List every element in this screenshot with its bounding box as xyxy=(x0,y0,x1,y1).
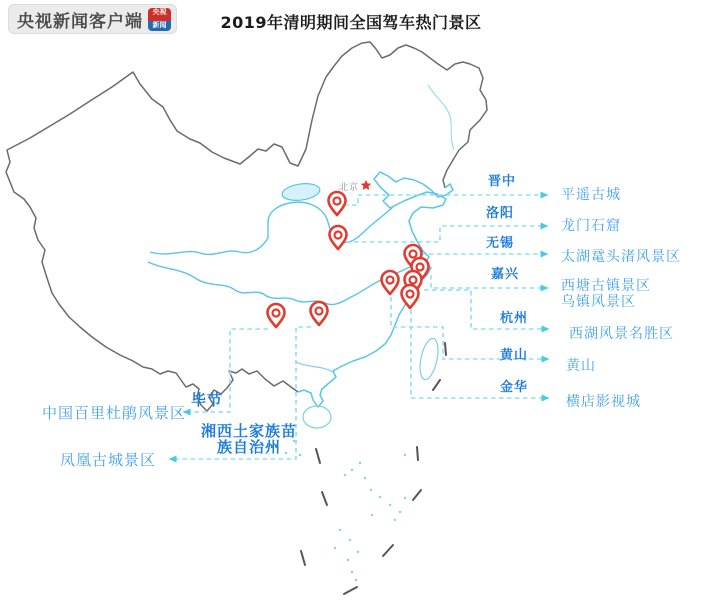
taiwan-island xyxy=(417,337,441,381)
pin-bijie xyxy=(268,304,285,327)
scenic-label-longmen: 龙门石窟 xyxy=(561,218,621,234)
scenic-label-baili-dujuan: 中国百里杜鹃风景区 xyxy=(42,404,187,422)
china-land-border xyxy=(6,42,487,411)
scenic-label-huangshan: 黄山 xyxy=(566,358,596,374)
scenic-label-pingyao: 平遥古城 xyxy=(561,187,621,203)
app-name: 央视新闻客户端 xyxy=(17,11,143,32)
south-sea-islets xyxy=(255,440,406,581)
pin-jinhua xyxy=(402,285,419,308)
beijing-label: 北京 xyxy=(339,183,360,193)
city-label-luoyang: 洛阳 xyxy=(486,206,515,221)
hainan-island xyxy=(303,406,331,428)
city-label-jinzhong: 晋中 xyxy=(488,174,517,189)
city-label-jiaxing: 嘉兴 xyxy=(491,267,520,282)
infographic-title: 2019年清明期间全国驾车热门景区 xyxy=(220,13,482,32)
china-coastline xyxy=(298,172,453,407)
connector-hangzhou xyxy=(424,290,548,329)
cctv-news-logo-icon: 央视 新闻 xyxy=(148,8,171,31)
lake xyxy=(281,181,321,202)
city-label-huangshan: 黄山 xyxy=(500,348,529,363)
scenic-label-xihu: 西湖风景名胜区 xyxy=(569,326,674,342)
city-label-bijie: 毕节 xyxy=(191,391,224,409)
yangtze-river xyxy=(148,262,418,305)
connector-luoyang xyxy=(346,226,547,242)
city-label-jinhua: 金华 xyxy=(500,380,529,395)
connector-jiaxing xyxy=(431,275,547,288)
city-label-xiangxi: 湘西土家族苗 族自治州 xyxy=(200,422,297,456)
nine-dash-line xyxy=(301,343,446,594)
pin-huangshan xyxy=(382,271,399,294)
scenic-label-hengdian: 横店影视城 xyxy=(566,394,641,410)
pin-luoyang xyxy=(330,226,347,249)
scenic-label-fenghuang: 凤凰古城景区 xyxy=(60,451,157,469)
scenic-label-taihu: 太湖鼋头渚风景区 xyxy=(561,249,681,265)
pin-jinzhong xyxy=(329,192,346,215)
beijing-star-icon xyxy=(361,180,372,190)
pin-xiangxi xyxy=(311,302,328,325)
city-label-wuxi: 无锡 xyxy=(486,236,515,251)
scenic-label-xitang: 西塘古镇景区 xyxy=(561,278,651,294)
city-label-hangzhou: 杭州 xyxy=(500,311,529,326)
scenic-label-wuzhen: 乌镇风景区 xyxy=(561,294,636,310)
pearl-river xyxy=(296,362,333,372)
yellow-river xyxy=(150,202,393,254)
songhua-river xyxy=(428,85,454,150)
